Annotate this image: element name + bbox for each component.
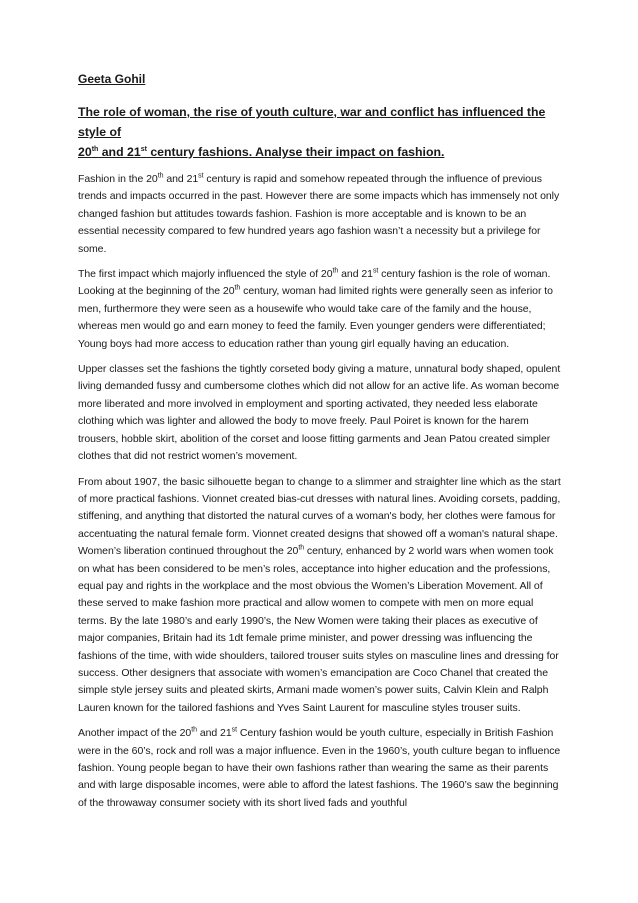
essay-title bbox=[78, 102, 562, 162]
p4-sup-a: th bbox=[298, 544, 305, 552]
p1-sup-b: st bbox=[198, 172, 204, 180]
title-and: and bbox=[98, 145, 127, 159]
p2-sup-c: th bbox=[234, 284, 241, 292]
document-page bbox=[78, 72, 562, 820]
title-20-suffix: th bbox=[91, 145, 99, 153]
p2-text-a: The first impact which majorly influenced the style of 20 bbox=[78, 268, 333, 281]
p5-sup-a: th bbox=[191, 726, 197, 734]
title-21: 21 bbox=[127, 145, 141, 159]
paragraph-3: Upper classes set the fashions the tightly corseted body giving a mature, unnatural body shaped, opulent living demanded fussy and cumbersome clothes which did not allow for an active life. As woman become more liberated and more involved in employment and sporting activated, they needed less elaborate clothing which was lighter and allowed the body to move freely. Paul Poiret is known for the harem trousers, hobble skirt, abolition of the corset and loose fitting garments and Jean Patou created simpler clothes that did not restrict women’s movement. bbox=[78, 363, 561, 463]
paragraph-2 bbox=[78, 266, 562, 353]
p1-text-c: century is rapid and somehow repeated through the influence of previous trends and impacts occurred in the past. However there are some impacts which has immensely not only changed fashion but attitudes towards fashion. Fashion is more acceptable and is known to be an essential necessity compared to few hundred years ago fashion wasn’t a necessity but a privilege for some. bbox=[78, 173, 560, 255]
p5-text-b: and 21 bbox=[196, 727, 232, 740]
p2-text-b: and 21 bbox=[338, 268, 373, 281]
p5-text-a: Another impact of the 20 bbox=[78, 727, 192, 740]
title-20: 20 bbox=[78, 145, 92, 159]
p5-text-c: Century fashion would be youth culture, especially in British Fashion were in the 60’s, rock and roll was a major influence. Even in the 1960’s, youth culture began to influence fashion. Young people began to have their own fashions rather than wearing the same as their parents and with large disposable incomes, were able to afford the latest fashions. The 1960’s saw the beginning of the throwaway consumer society with its short lived fads and youthful bbox=[78, 727, 561, 809]
p1-text-a: Fashion in the 20 bbox=[78, 173, 158, 185]
p2-text-c: century fashion is the role of woman. Looking at the beginning of the 20 bbox=[78, 268, 551, 298]
p2-text-d: century, woman had limited rights were generally seen as inferior to men, furthermore they were seen as a housewife who would take care of the family and the house, whereas men would go and earn money to feed the family. Even younger genders were differentiated; Young boys had more access to education rather than young girl equally having an education. bbox=[78, 285, 553, 350]
p2-sup-a: th bbox=[332, 267, 339, 275]
title-line-1: The role of woman, the rise of youth culture, war and conflict has influenced the style of bbox=[78, 105, 546, 139]
p4-text-b: century, enhanced by 2 world wars when women took on what has been considered to be men’s roles, acceptance into higher education and the professions, equal pay and rights in the workplace and the most obvious the Women’s Liberation Movement. All of these served to make fashion more practical and allow women to compete with men on more equal terms. By the late 1980’s and early 1990’s, the New Women were taking their places as executive of major companies, Britain had its 1dt female prime minister, and power dressing was influencing the fashions of the time, with wide shoulders, tailored trouser suits styles on masculine lines and dressing for success. Other designers that associate with women’s emancipation are Coco Chanel that created the simple style jersey suits and pleated skirts, Armani made women’s power suits, Calvin Klein and Ralph Lauren known for the tailored fashions and Yves Saint Laurent for masculine styles trouser suits. bbox=[78, 545, 559, 714]
title-21-suffix: st bbox=[140, 145, 147, 153]
paragraph-5 bbox=[78, 725, 562, 812]
p1-text-b: and 21 bbox=[163, 173, 199, 185]
p1-sup-a: th bbox=[157, 172, 164, 180]
author-name: Geeta Gohil bbox=[78, 72, 146, 86]
paragraph-4 bbox=[78, 474, 562, 718]
p2-sup-b: st bbox=[372, 267, 379, 275]
p5-sup-b: st bbox=[231, 726, 237, 734]
p4-text-a: From about 1907, the basic silhouette began to change to a slimmer and straighter line which as the start of more practical fashions. Vionnet created bias-cut dresses with natural lines. Avoiding corsets, padding, stiffening, and anything that distorted the natural curves of a woman's body, her clothes were famous for accentuating the natural female form. Vionnet created designs that showed off a woman's natural shape. Women’s liberation continued throughout the 20 bbox=[78, 475, 561, 558]
paragraph-1 bbox=[78, 171, 562, 258]
title-rest: century fashions. Analyse their impact on fashion. bbox=[146, 145, 445, 159]
